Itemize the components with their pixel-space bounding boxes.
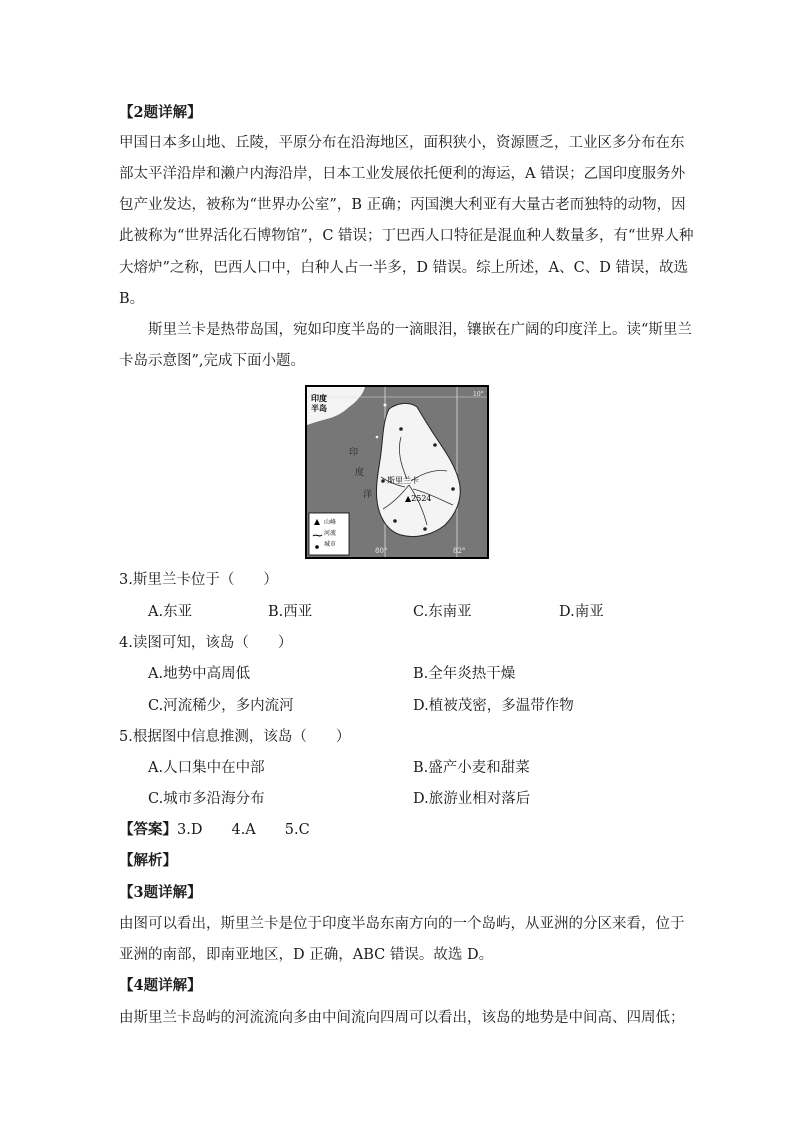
city-marker <box>451 487 455 491</box>
q3-option-a[interactable]: A.东亚 <box>148 604 193 620</box>
peak-label: ▲2524 <box>405 494 432 503</box>
label-india-2: 半岛 <box>311 403 327 413</box>
lat-10-label: 10° <box>473 391 484 398</box>
label-ocean-1: 印 <box>349 448 359 458</box>
q5-option-d[interactable]: D.旅游业相对落后 <box>413 791 531 807</box>
city-marker <box>381 479 385 483</box>
city-marker <box>423 527 427 531</box>
legend-city: 城市 <box>324 541 337 548</box>
lon-80-label: 80° <box>375 547 388 555</box>
label-ocean-3: 洋 <box>363 490 373 500</box>
city-marker <box>399 427 403 431</box>
q3-option-c[interactable]: C.东南亚 <box>413 604 472 620</box>
sec3-line-2: 亚洲的南部，即南亚地区，D 正确，ABC 错误。故选 D。 <box>119 947 494 963</box>
label-india-1: 印度 <box>311 393 327 403</box>
intro-line-1: 斯里兰卡是热带岛国，宛如印度半岛的一滴眼泪，镶嵌在广阔的印度洋上。读“斯里兰 <box>148 322 692 338</box>
q4-option-b[interactable]: B.全年炎热干燥 <box>413 666 516 682</box>
q5-stem: 5.根据图中信息推测，该岛（ ） <box>119 729 351 745</box>
q4-option-a[interactable]: A.地势中高周低 <box>148 666 251 682</box>
sec2-line-4: 此被称为“世界活化石博物馆”，C 错误；丁巴西人口特征是混血种人数量多，有“世界人种 <box>119 228 694 244</box>
sec2-line-5: 大熔炉”之称，巴西人口中，白种人占一半多，D 错误。综上所述，A、C、D 错误，故选 <box>119 260 688 276</box>
q3-option-b[interactable]: B.西亚 <box>268 604 313 620</box>
answer-row <box>119 820 310 840</box>
q5-option-a[interactable]: A.人口集中在中部 <box>148 760 265 776</box>
q4-option-d[interactable]: D.植被茂密，多温带作物 <box>413 698 574 714</box>
capital-label: 斯里兰卡 <box>387 476 419 485</box>
intro-line-2: 卡岛示意图”,完成下面小题。 <box>119 353 306 369</box>
city-legend-icon <box>315 545 319 549</box>
q3-option-d[interactable]: D.南亚 <box>559 604 604 620</box>
q5-option-c[interactable]: C.城市多沿海分布 <box>148 791 265 807</box>
sec2-heading: 【2题详解】 <box>119 104 202 121</box>
legend-river: 河流 <box>324 530 337 537</box>
label-ocean-2: 度 <box>355 468 365 478</box>
city-marker <box>433 443 437 447</box>
islet <box>384 404 387 407</box>
analysis-heading: 【解析】 <box>119 852 177 869</box>
sec4-heading: 【4题详解】 <box>119 977 202 994</box>
sec2-line-3: 包产业发达，被称为“世界办公室”，B 正确；丙国澳大利亚有大量古老而独特的动物，因 <box>119 197 686 213</box>
answer-values: 3.D 4.A 5.C <box>177 822 310 838</box>
q4-stem: 4.读图可知，该岛（ ） <box>119 635 293 651</box>
q4-option-c[interactable]: C.河流稀少，多内流河 <box>148 698 294 714</box>
q3-stem: 3.斯里兰卡位于（ ） <box>119 572 278 588</box>
sec2-line-1: 甲国日本多山地、丘陵，平原分布在沿海地区，面积狭小，资源匮乏，工业区多分布在东 <box>119 135 685 151</box>
legend-peak: 山峰 <box>324 519 337 526</box>
q5-option-b[interactable]: B.盛产小麦和甜菜 <box>413 760 530 776</box>
islet <box>376 436 379 439</box>
sec3-heading: 【3题详解】 <box>119 884 202 901</box>
sri-lanka-map <box>305 385 489 559</box>
sec4-line-1: 由斯里兰卡岛屿的河流流向多由中间流向四周可以看出，该岛的地势是中间高、四周低； <box>119 1010 685 1026</box>
sec2-line-6: B。 <box>119 291 145 307</box>
sec2-line-2: 部太平洋沿岸和濑户内海沿岸，日本工业发展依托便利的海运，A 错误；乙国印度服务外 <box>119 166 686 182</box>
lon-82-label: 82° <box>453 547 466 555</box>
city-marker <box>393 519 397 523</box>
answer-label: 【答案】 <box>119 821 177 838</box>
sec3-line-1: 由图可以看出，斯里兰卡是位于印度半岛东南方向的一个岛屿，从亚洲的分区来看，位于 <box>119 916 685 932</box>
